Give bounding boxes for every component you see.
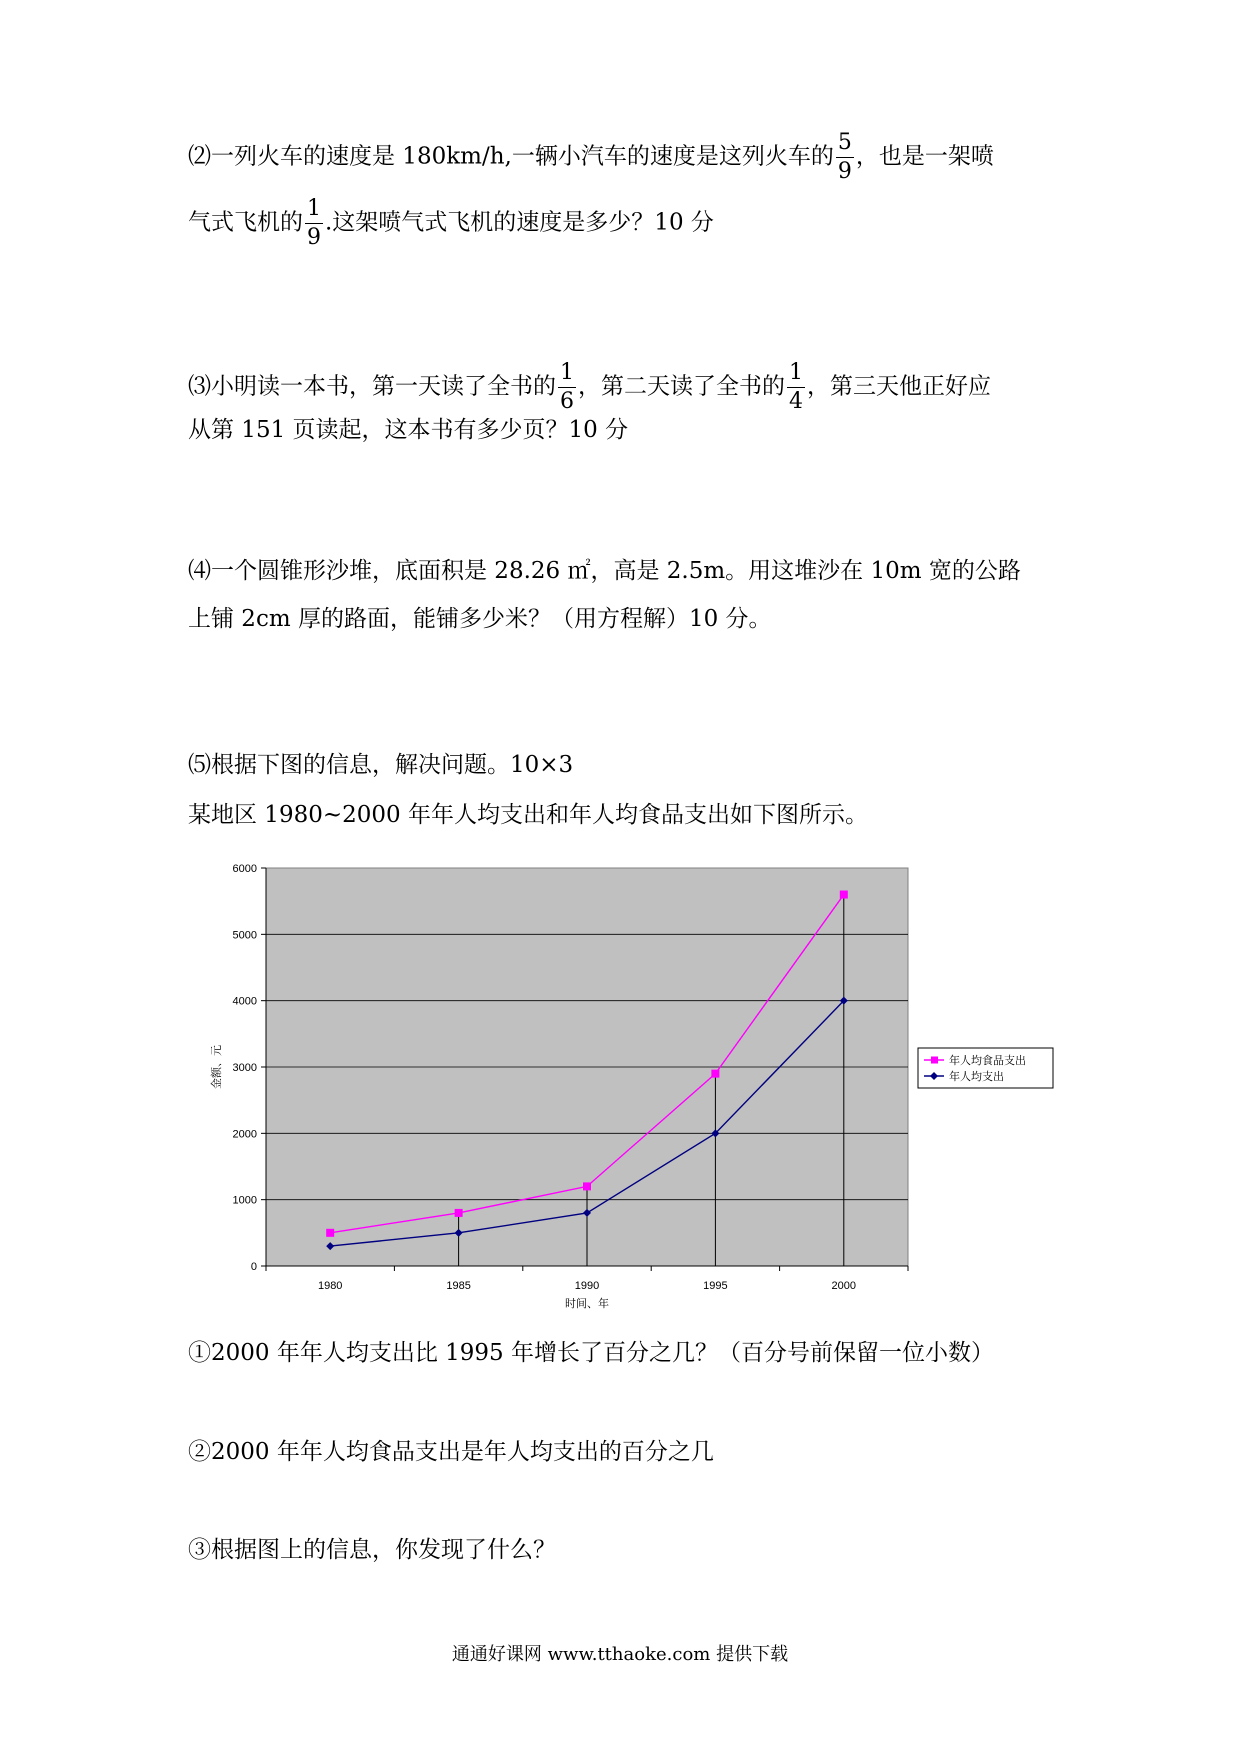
problem-2-text-b: ，也是一架喷 [855,143,994,170]
x-axis [266,1266,908,1292]
data-point [840,891,848,899]
x-axis-label: 时间、年 [565,1298,609,1310]
y-axis-label [209,1045,223,1089]
x-tick-label: 1990 [574,1280,600,1292]
fraction-denominator: 4 [789,389,803,414]
question-1: ①2000 年年人均支出比 1995 年增长了百分之几？（百分号前保留一位小数） [188,1340,994,1366]
fraction-one-sixth [558,362,576,413]
question-2: ②2000 年年人均食品支出是年人均支出的百分之几 [188,1439,714,1465]
problem-3-text-b: ，第二天读了全书的 [578,373,785,400]
y-tick-label: 5000 [232,929,257,942]
y-tick-label: 3000 [232,1062,257,1074]
y-axis [233,863,266,1273]
legend-marker [931,1057,938,1064]
data-point [711,1070,719,1078]
y-tick-label: 2000 [232,1128,257,1141]
problem-4-line-1: ⑷一个圆锥形沙堆，底面积是 28.26 ㎡，高是 2.5m。用这堆沙在 10m 宽的公路 [188,558,1021,584]
problem-2-text-a: ⑵一列火车的速度是 180km/h,一辆小汽车的速度是这列火车的 [188,143,834,170]
data-point [583,1182,591,1190]
y-axis-label-text: 金额、元 [211,1045,223,1089]
fraction-one-ninth [305,198,323,249]
problem-5-line-2: 某地区 1980~2000 年年人均支出和年人均食品支出如下图所示。 [188,802,868,828]
data-point [455,1209,463,1217]
y-tick-label: 0 [250,1261,257,1273]
problem-3-text-c: ，第三天他正好应 [807,373,991,400]
x-tick-label: 1995 [703,1280,728,1292]
fraction-five-ninths [836,132,854,183]
problem-2-line-1 [188,132,994,183]
fraction-numerator: 1 [305,198,323,224]
fraction-numerator: 1 [558,362,576,388]
problem-5-line-1: ⑸根据下图的信息，解决问题。10×3 [188,752,574,778]
data-point [326,1229,334,1237]
problem-2-text-c: 气式飞机的 [188,209,303,236]
problem-2-line-2 [188,198,714,249]
x-tick-label: 2000 [831,1280,857,1292]
question-3: ③根据图上的信息，你发现了什么？ [188,1537,556,1563]
x-tick-label: 1985 [446,1280,471,1292]
problem-3-line-2: 从第 151 页读起，这本书有多少页？10 分 [188,417,629,443]
x-tick-label: 1980 [317,1280,343,1292]
fraction-one-quarter [787,362,805,413]
y-tick-label: 4000 [232,995,257,1008]
fraction-denominator: 9 [307,225,321,250]
y-tick-label: 1000 [232,1194,257,1207]
footer-text: 通通好课网 www.tthaoke.com 提供下载 [451,1644,789,1665]
y-tick-label: 6000 [232,863,257,875]
problem-4-line-2: 上铺 2cm 厚的路面，能铺多少米？（用方程解）10 分。 [188,606,772,632]
problem-3-text-a: ⑶小明读一本书，第一天读了全书的 [188,373,556,400]
legend-label: 年人均食品支出 [949,1055,1026,1067]
fraction-numerator: 1 [787,362,805,388]
fraction-denominator: 9 [837,159,852,184]
legend [918,1048,1053,1088]
problem-3-line-1 [188,362,991,413]
legend-label: 年人均支出 [949,1071,1004,1083]
fraction-numerator: 5 [836,132,854,158]
fraction-denominator: 6 [560,389,574,414]
problem-2-text-d: .这架喷气式飞机的速度是多少？10 分 [325,209,714,236]
line-chart [190,858,1070,1318]
